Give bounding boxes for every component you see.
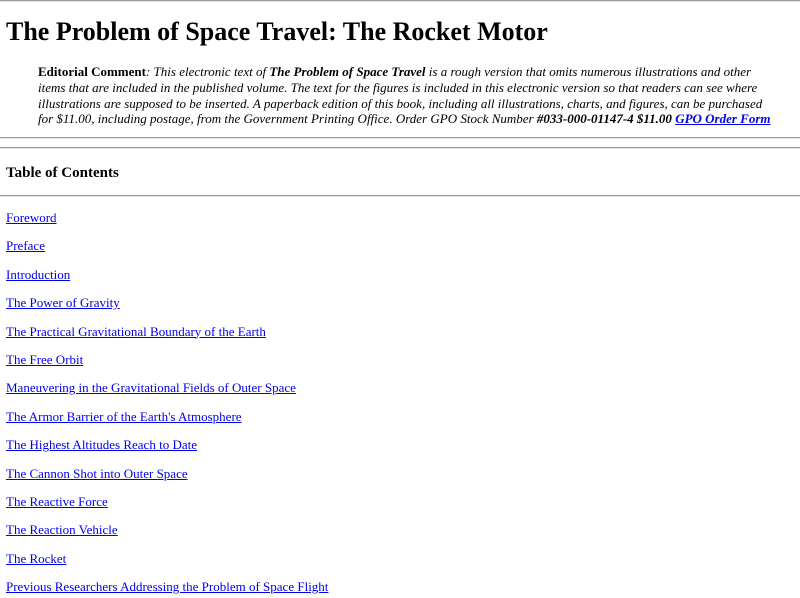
toc-link-armor-barrier[interactable]: The Armor Barrier of the Earth's Atmosphere [6, 408, 242, 424]
toc-heading: Table of Contents [6, 165, 119, 181]
toc-list [6, 209, 328, 598]
toc-link-cannon-shot[interactable]: The Cannon Shot into Outer Space [6, 465, 188, 481]
toc-link-reaction-vehicle[interactable]: The Reaction Vehicle [6, 522, 118, 538]
toc-link-foreword[interactable]: Foreword [6, 210, 57, 225]
toc-item [6, 323, 328, 351]
page-title: The Problem of Space Travel: The Rocket Motor [6, 17, 548, 46]
toc-link-introduction[interactable]: Introduction [6, 266, 71, 282]
toc-item [6, 465, 328, 493]
toc-link-power-of-gravity[interactable]: The Power of Gravity [6, 295, 120, 311]
toc-link-rocket[interactable]: The Rocket [6, 550, 67, 566]
toc-item [6, 379, 328, 407]
top-divider [0, 0, 800, 2]
editorial-text-2: is a rough version that omits numerous illustrations and other items that are included in the published volume. The text for the figures is included in this electronic version so that readers can see where illustrations are supposed to be inserted. A paperback edition of this book, including all illustrations, charts, and figures, can be purchased for $11.00, including postage, from the Government Printing Office. Order GPO Stock Number [38, 64, 763, 127]
editorial-book-title: The Problem of Space Travel [269, 64, 426, 79]
toc-item [6, 294, 328, 322]
toc-link-highest-altitudes[interactable]: The Highest Altitudes Reach to Date [6, 437, 197, 453]
toc-item [6, 578, 328, 598]
toc-item [6, 237, 328, 265]
toc-link-maneuvering[interactable]: Maneuvering in the Gravitational Fields of Outer Space [6, 380, 296, 396]
toc-link-gravitational-boundary[interactable]: The Practical Gravitational Boundary of the Earth [6, 323, 266, 339]
editorial-stock-number: #033-000-01147-4 $11.00 [536, 111, 672, 127]
toc-item [6, 209, 328, 237]
editorial-comment [38, 64, 778, 127]
toc-link-preface[interactable]: Preface [6, 238, 45, 254]
toc-item [6, 408, 328, 436]
toc-link-previous-researchers[interactable]: Previous Researchers Addressing the Problem of Space Flight [6, 579, 329, 595]
toc-link-reactive-force[interactable]: The Reactive Force [6, 493, 108, 509]
toc-divider [0, 195, 800, 197]
gpo-order-form-link[interactable]: GPO Order Form [675, 111, 771, 127]
toc-item [6, 521, 328, 549]
toc-item [6, 550, 328, 578]
section-divider-1 [0, 137, 800, 139]
toc-item [6, 266, 328, 294]
editorial-text-1: : This electronic text of [145, 64, 270, 79]
toc-item [6, 436, 328, 464]
toc-link-free-orbit[interactable]: The Free Orbit [6, 351, 84, 367]
section-divider-2 [0, 147, 800, 149]
toc-item [6, 351, 328, 379]
editorial-label: Editorial Comment [38, 64, 146, 79]
toc-item [6, 493, 328, 521]
